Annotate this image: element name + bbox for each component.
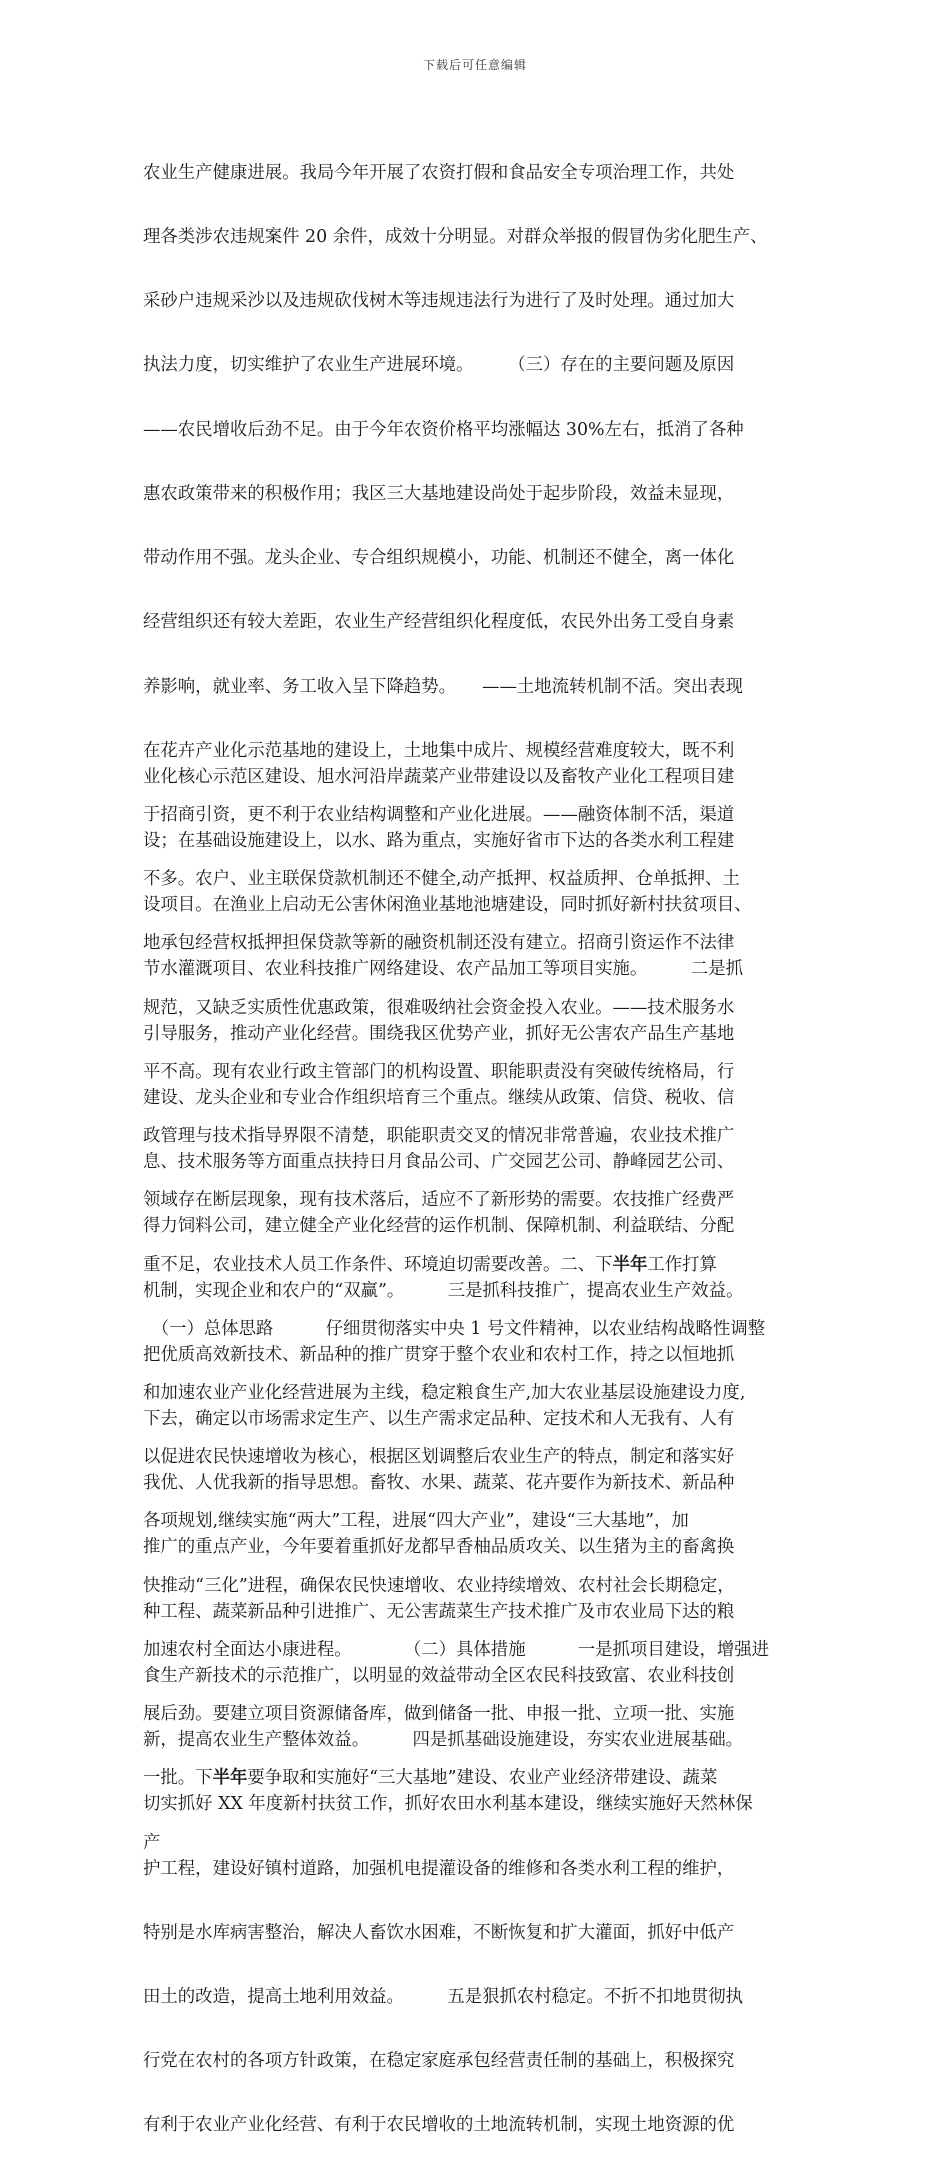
text-line: 理各类涉农违规案件 20 余件，成效十分明显。对群众举报的假冒伪劣化肥生产、: [143, 227, 768, 248]
text-line: 行党在农村的各项方针政策，在稳定家庭承包经营责任制的基础上，积极探究: [143, 2051, 735, 2072]
text-line: 于招商引资，更不利于农业结构调整和产业化进展。——融资体制不活，渠道: [143, 805, 735, 825]
text-line: 加速农村全面达小康进程。 （二）具体措施 一是抓项目建设，增强进: [143, 1639, 770, 1660]
text-line: 带动作用不强。龙头企业、专合组织规模小，功能、机制还不健全，离一体化: [143, 548, 735, 569]
text-line: 息、技术服务等方面重点扶持日月食品公司、广交园艺公司、静峰园艺公司、: [143, 1152, 735, 1173]
text-line: （一）总体思路 仔细贯彻落实中央 1 号文件精神，以农业结构战略性调整: [143, 1318, 766, 1339]
body-text-block-2: [143, 724, 815, 2158]
text-line: 机制，实现企业和农户的“双赢”。 三是抓科技推广，提高农业生产效益。: [143, 1280, 744, 1301]
page-header-note: 下载后可任意编辑: [422, 58, 527, 72]
text-line: 政管理与技术指导界限不清楚，职能职责交叉的情况非常普遍，农业技术推广: [143, 1126, 735, 1147]
text-line: 养影响，就业率、务工收入呈下降趋势。 ——土地流转机制不活。突出表现: [143, 676, 743, 697]
bold-text-run: 半年: [212, 1768, 248, 1789]
text-line: ——农民增收后劲不足。由于今年农资价格平均涨幅达 30%左右，抵消了各种: [143, 419, 744, 440]
bold-text-run: 半年: [612, 1254, 648, 1275]
text-line: 特别是水库病害整治，解决人畜饮水困难，不断恢复和扩大灌面，抓好中低产: [143, 1922, 735, 1943]
text-line: 执法力度，切实维护了农业生产进展环境。 （三）存在的主要问题及原因: [143, 355, 735, 376]
text-line: 规范，又缺乏实质性优惠政策，很难吸纳社会资金投入农业。——技术服务水: [143, 997, 735, 1018]
text-line: 地承包经营权抵押担保贷款等新的融资机制还没有建立。招商引资运作不法律: [143, 933, 735, 954]
text-line: 各项规划,继续实施“两大”工程，进展“四大产业”，建设“三大基地”，加: [143, 1511, 689, 1532]
text-line: 切实抓好 XX 年度新村扶贫工作，抓好农田水利基本建设，继续实施好天然林保: [143, 1794, 753, 1815]
text-line: 业化核心示范区建设、旭水河沿岸蔬菜产业带建设以及畜牧产业化工程项目建: [143, 766, 735, 787]
text-line: 得力饲料公司，建立健全产业化经营的运作机制、保障机制、利益联结、分配: [143, 1216, 735, 1237]
text-line: 把优质高效新技术、新品种的推广贯穿于整个农业和农村工作，持之以恒地抓: [143, 1344, 735, 1365]
text-line: 设项目。在渔业上启动无公害休闲渔业基地池塘建设，同时抓好新村扶贫项目、: [143, 895, 752, 916]
text-run: 工作打算: [647, 1254, 717, 1275]
text-run: 重不足，农业技术人员工作条件、环境迫切需要改善。二、下: [143, 1254, 613, 1275]
text-line: 有利于农业产业化经营、有利于农民增收的土地流转机制，实现土地资源的优: [143, 2115, 735, 2136]
text-line: 食生产新技术的示范推广，以明显的效益带动全区农民科技致富、农业科技创: [143, 1665, 735, 1686]
text-line: 和加速农业产业化经营进展为主线，稳定粮食生产,加大农业基层设施建设力度,: [143, 1382, 746, 1403]
text-line: 种工程、蔬菜新品种引进推广、无公害蔬菜生产技术推广及市农业局下达的粮: [143, 1601, 735, 1622]
text-line: 平不高。现有农业行政主管部门的机构设置、职能职责没有突破传统格局，行: [143, 1061, 735, 1082]
text-line: 新，提高农业生产整体效益。 四是抓基础设施建设，夯实农业进展基础。: [143, 1730, 743, 1751]
text-line: 建设、龙头企业和专业合作组织培育三个重点。继续从政策、信贷、税收、信: [143, 1087, 735, 1108]
text-line: 经营组织还有较大差距，农业生产经营组织化程度低，农民外出务工受自身素: [143, 612, 735, 633]
text-line: 快推动“三化”进程，确保农民快速增收、农业持续增效、农村社会长期稳定，: [143, 1575, 735, 1596]
text-line: 护工程，建设好镇村道路，加强机电提灌设备的维修和各类水利工程的维护，: [143, 1858, 735, 1879]
text-line: 引导服务，推动产业化经营。围绕我区优势产业，抓好无公害农产品生产基地: [143, 1023, 735, 1044]
text-line: 推广的重点产业，今年要着重抓好龙都早香柚品质攻关、以生猪为主的畜禽换: [143, 1537, 735, 1558]
text-line: 节水灌溉项目、农业科技推广网络建设、农产品加工等项目实施。 二是抓: [143, 959, 743, 980]
text-line: 设；在基础设施建设上，以水、路为重点，实施好省市下达的各类水利工程建: [143, 831, 735, 852]
text-line: 展后劲。要建立项目资源储备库，做到储备一批、申报一批、立项一批、实施: [143, 1704, 735, 1725]
text-line: 下去，确定以市场需求定生产、以生产需求定品种、定技术和人无我有、人有: [143, 1409, 735, 1429]
text-line: 不多。农户、业主联保贷款机制还不健全,动产抵押、权益质押、仓单抵押、土: [143, 869, 740, 890]
text-line: 产: [143, 1832, 161, 1853]
text-line: 惠农政策带来的积极作用；我区三大基地建设尚处于起步阶段，效益未显现，: [143, 483, 735, 504]
text-line: 在花卉产业化示范基地的建设上，土地集中成片、规模经营难度较大，既不利: [143, 740, 735, 761]
text-line: 田土的改造，提高土地利用效益。 五是狠抓农村稳定。不折不扣地贯彻执: [143, 1986, 743, 2007]
text-line: 我优、人优我新的指导思想。畜牧、水果、蔬菜、花卉要作为新技术、新品种: [143, 1473, 735, 1494]
text-line: 以促进农民快速增收为核心，根据区划调整后农业生产的特点，制定和落实好: [143, 1447, 735, 1468]
text-line: 领域存在断层现象，现有技术落后，适应不了新形势的需要。农技推广经费严: [143, 1190, 735, 1211]
text-line: 采砂户违规采沙以及违规砍伐树木等违规违法行为进行了及时处理。通过加大: [143, 291, 735, 312]
text-run: 一批。下: [143, 1768, 213, 1789]
text-line: 农业生产健康进展。我局今年开展了农资打假和食品安全专项治理工作，共处: [143, 162, 735, 183]
text-run: 要争取和实施好“三大基地”建设、农业产业经济带建设、蔬菜: [247, 1768, 718, 1789]
